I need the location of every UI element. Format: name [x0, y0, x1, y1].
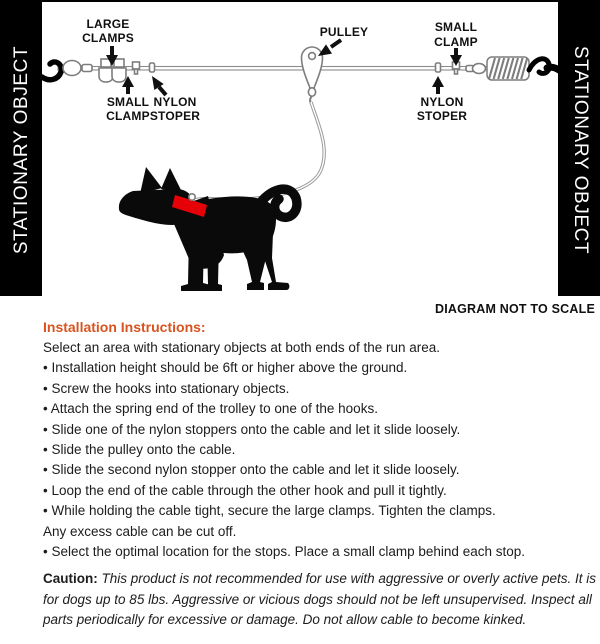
nylon-stopper-left-graphic	[150, 63, 155, 72]
caution-paragraph	[43, 569, 596, 630]
instruction-line: • Slide one of the nylon stoppers onto the cable and let it slide loosely.	[43, 421, 461, 437]
instruction-line: • Loop the end of the cable through the other hook and pull it tightly.	[43, 482, 447, 498]
spring-graphic	[487, 57, 529, 80]
stationary-object-left-label: STATIONARY OBJECT	[11, 45, 32, 255]
scale-note: DIAGRAM NOT TO SCALE	[434, 302, 595, 316]
stationary-object-right-label: STATIONARY OBJECT	[570, 45, 591, 255]
trolley-diagram	[0, 0, 600, 318]
callout-pulley: PULLEY	[319, 25, 369, 39]
callout-small-clamp-right-line2: CLAMP	[434, 35, 478, 49]
arrow-pulley	[318, 40, 341, 56]
stationary-object-left	[0, 0, 42, 296]
callout-small-clamp-right-line1: SMALL	[434, 20, 478, 34]
instruction-line: • Slide the pulley onto the cable.	[43, 442, 236, 458]
caution-label: Caution:	[43, 571, 98, 587]
instruction-line: • Screw the hooks into stationary objects.	[43, 380, 290, 396]
nylon-stopper-right-graphic	[436, 63, 441, 72]
arrow-nylon-stopper-left	[152, 76, 166, 95]
cable-eye-left	[63, 61, 81, 76]
callout-large-clamps-line1: LARGE	[86, 17, 130, 31]
leash-clip	[189, 194, 195, 200]
installation-instructions	[43, 317, 596, 644]
cable-ferrule-left	[82, 65, 92, 72]
callout-large-clamps-line2: CLAMPS	[82, 31, 134, 45]
hook-left-icon	[42, 62, 61, 80]
instruction-line: • While holding the cable tight, secure the large clamps. Tighten the clamps.	[43, 503, 496, 519]
dog-silhouette	[119, 167, 297, 291]
small-clamp-left-graphic	[133, 62, 140, 74]
instruction-line: • Installation height should be 6ft or higher above the ground.	[43, 360, 408, 376]
callout-nylon-stopper-right-line1: NYLON	[420, 95, 464, 109]
instruction-line: • Select the optimal location for the stops. Place a small clamp behind each stop.	[43, 544, 525, 560]
instruction-line: • Slide the second nylon stopper onto the cable and let it slide loosely.	[43, 462, 460, 478]
instructions-heading: Installation Instructions:	[43, 319, 206, 335]
callout-nylon-stopper-left-line1: NYLON	[153, 95, 197, 109]
instruction-line: Select an area with stationary objects at both ends of the run area.	[43, 340, 440, 355]
callout-nylon-stopper-right-line2: STOPER	[416, 109, 468, 123]
top-border-line	[0, 0, 600, 2]
instruction-line: • Attach the spring end of the trolley to one of the hooks.	[43, 401, 378, 417]
callout-small-clamp-left-line2: CLAMP	[106, 109, 150, 123]
instruction-line: Any excess cable can be cut off.	[43, 523, 237, 539]
arrow-nylon-stopper-right	[432, 76, 444, 94]
callout-small-clamp-left-line1: SMALL	[106, 95, 150, 109]
caution-text: This product is not recommended for use with aggressive or overly active pets. It is for dogs up to 85 lbs. Aggressive or vicious dogs should not be left unsupervised. Inspect all parts periodically for excessive or damage. Do not allow cable to become kinked.	[43, 571, 596, 628]
hook-right-icon	[529, 59, 559, 74]
leash-cable	[194, 102, 324, 200]
cable-eye-right	[473, 64, 486, 74]
callout-nylon-stopper-left-line2: STOPER	[149, 109, 201, 123]
stationary-object-right	[558, 0, 600, 296]
